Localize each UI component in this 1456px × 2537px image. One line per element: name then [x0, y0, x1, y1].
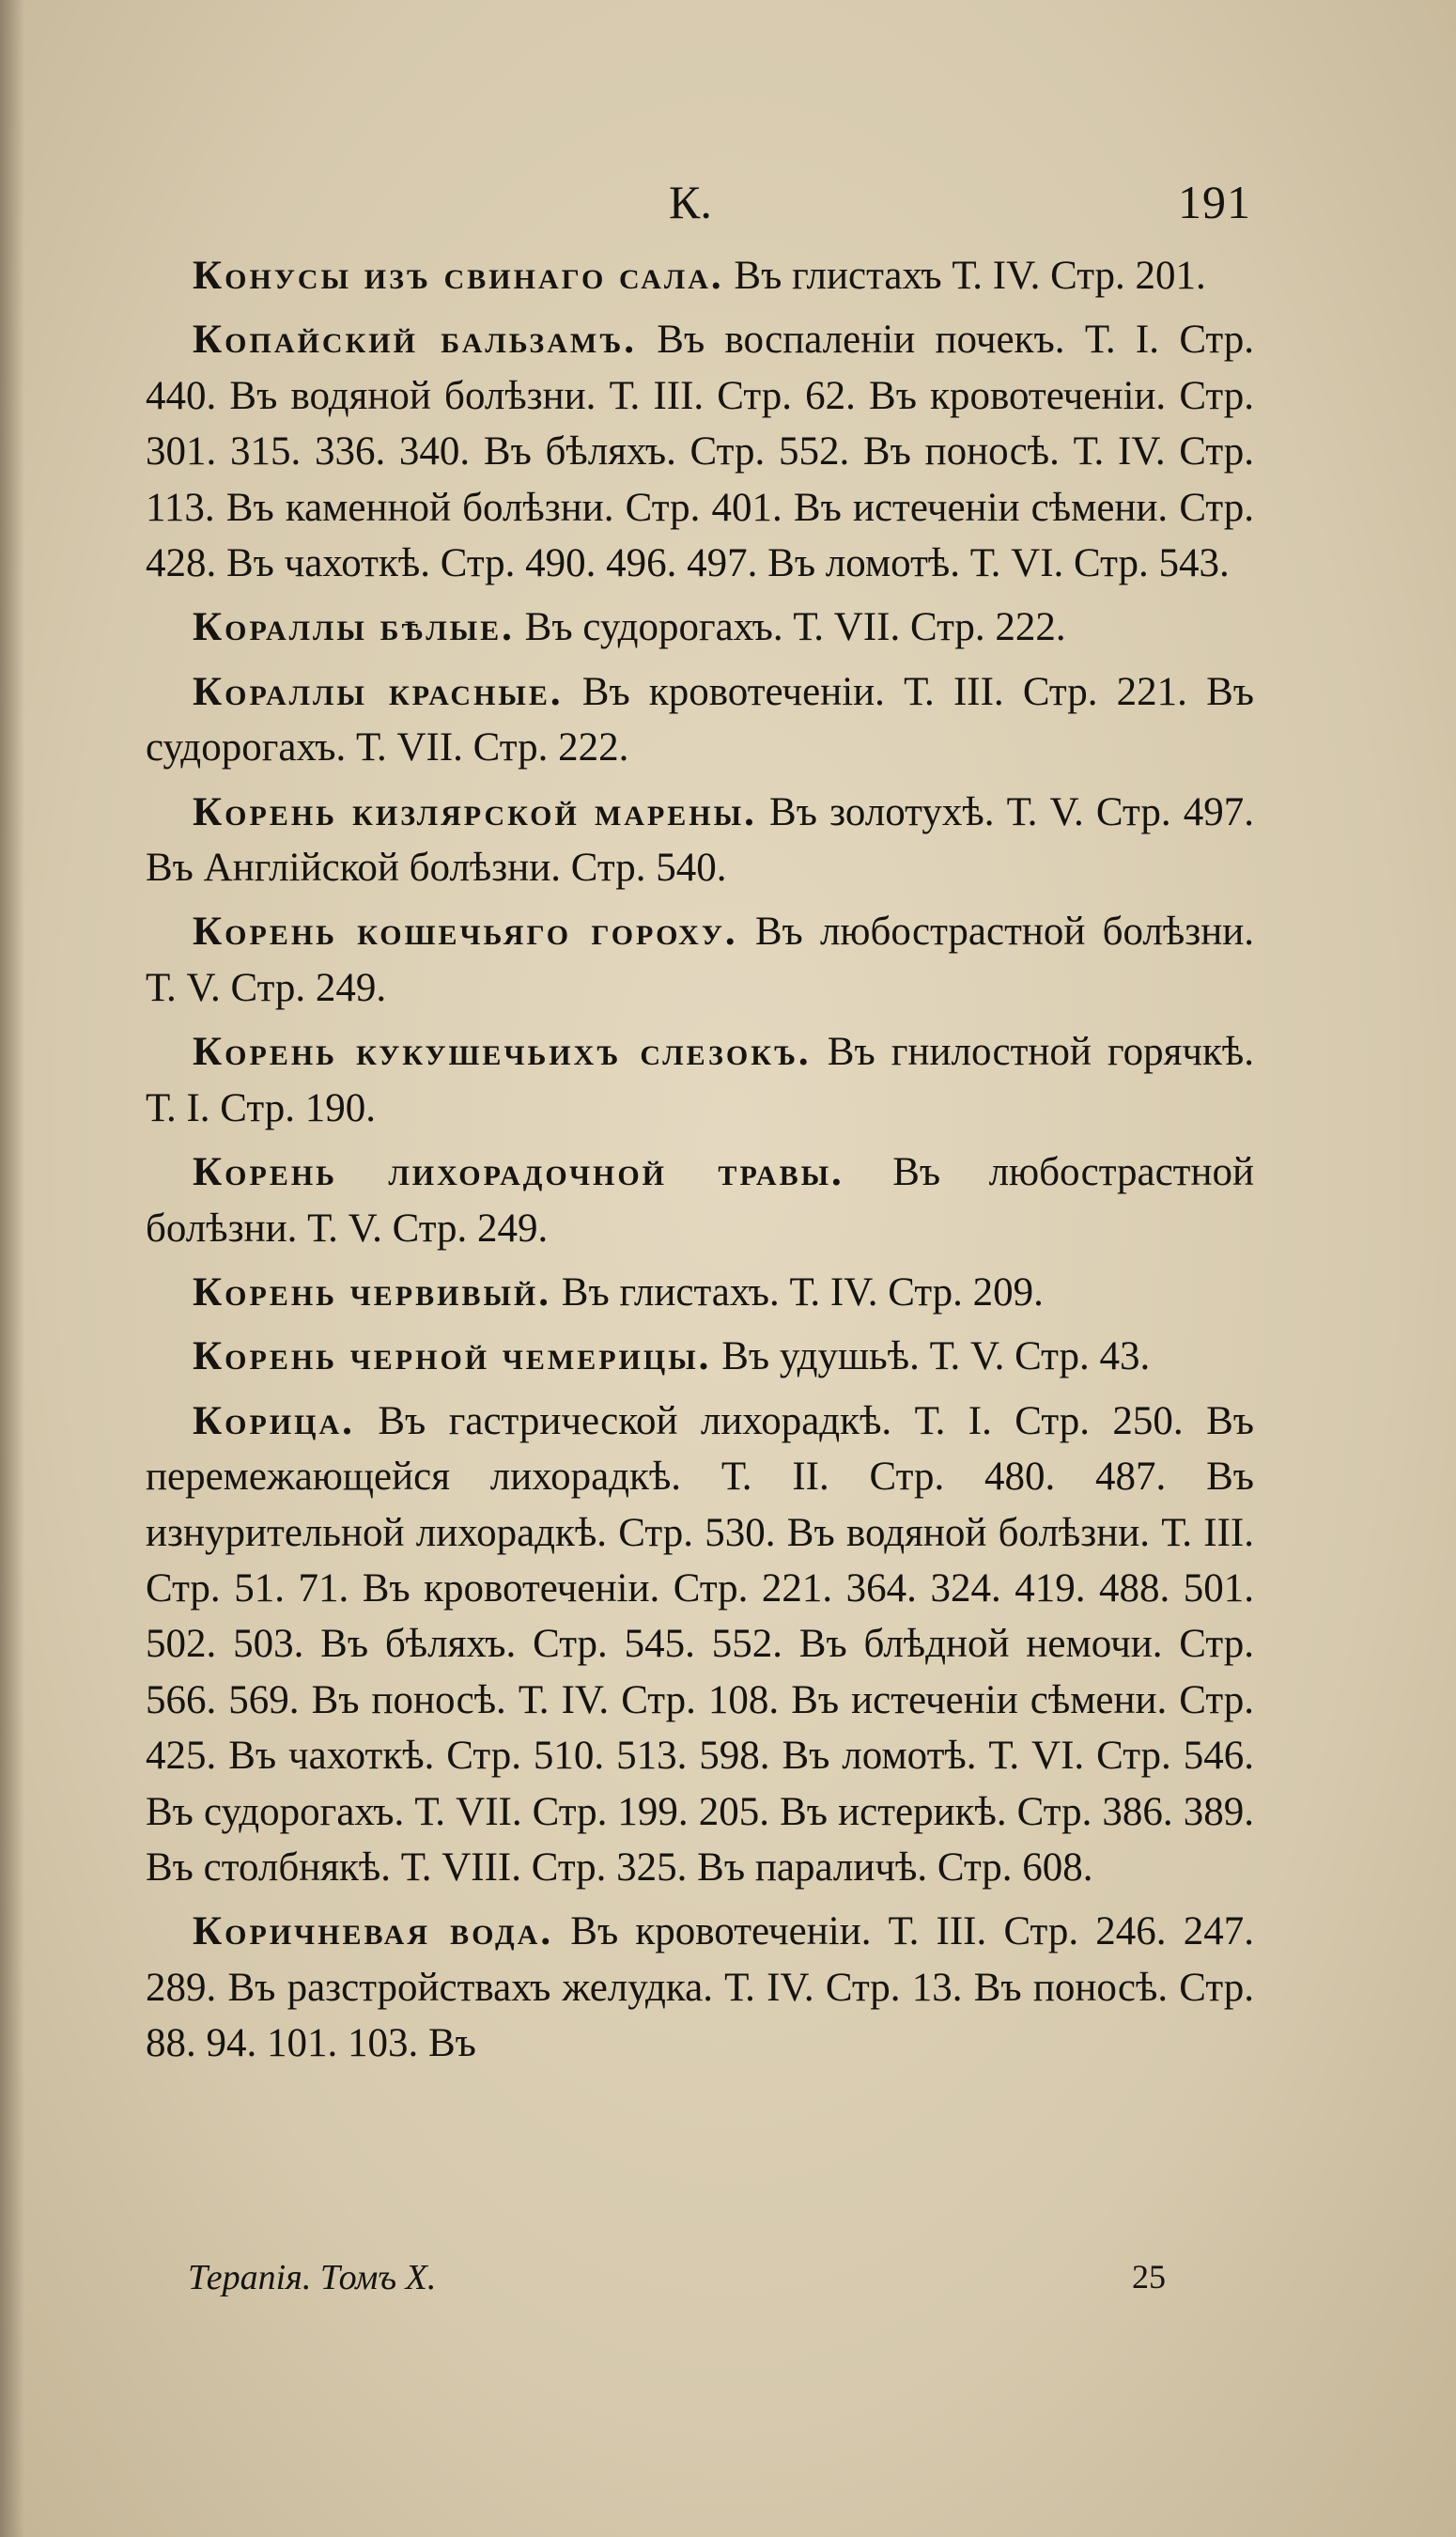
- index-entry: [146, 1024, 1254, 1136]
- entry-headword: Корень черной чемерицы.: [193, 1334, 712, 1379]
- entry-headword: Коричневая вода.: [193, 1909, 554, 1954]
- page-edge-shadow: [0, 0, 24, 2537]
- entry-headword: Корень лихорадочной травы.: [193, 1150, 844, 1195]
- index-entry: [146, 904, 1254, 1016]
- section-letter: К.: [669, 176, 712, 228]
- entry-references: Въ глистахъ. Т. IV. Стр. 209.: [551, 1269, 1044, 1315]
- index-entry: [146, 785, 1254, 896]
- entry-headword: Корица.: [193, 1398, 355, 1443]
- entry-references: Въ кровотеченіи. Т. III. Стр. 246. 247. 289. Въ разстройствахъ желудка. Т. IV. Стр. 13. Въ поносѣ. Стр. 88. 94. 101. 103. Въ: [146, 1909, 1254, 2066]
- entry-headword: Корень червивый.: [193, 1269, 552, 1315]
- volume-signature: Терапія. Томъ X.: [188, 2258, 437, 2297]
- index-entry: [146, 1265, 1254, 1320]
- entry-headword: Корень кукушечьихъ слезокъ.: [193, 1030, 812, 1075]
- entry-headword: Корень кизлярской марены.: [193, 789, 757, 834]
- index-entry: [146, 664, 1254, 776]
- entry-headword: Кораллы бѣлые.: [193, 605, 515, 650]
- entry-references: Въ кровотеченіи. Т. III. Стр. 221. Въ судорогахъ. Т. VII. Стр. 222.: [146, 669, 1254, 770]
- entry-references: Въ любострастной болѣзни. Т. V. Стр. 249.: [146, 1150, 1254, 1251]
- entry-references: Въ любострастной болѣзни. Т. V. Стр. 249.: [146, 910, 1254, 1010]
- index-entry: [146, 1144, 1254, 1256]
- index-entry: [146, 1393, 1254, 1896]
- entry-references: Въ воспаленіи почекъ. Т. I. Стр. 440. Въ водяной болѣзни. Т. III. Стр. 62. Въ кровотеченіи. Стр. 301. 315. 336. 340. Въ бѣляхъ. Стр. 552. Въ поносѣ. Т. IV. Стр. 113. Въ каменной болѣзни. Стр. 401. Въ истеченіи сѣмени. Стр. 428. Въ чахоткѣ. Стр. 490. 496. 497. Въ ломотѣ. Т. VI. Стр. 543.: [146, 318, 1254, 586]
- entry-headword: Корень кошечьяго гороху.: [193, 910, 738, 955]
- index-entry: [146, 599, 1254, 655]
- index-body: [146, 248, 1254, 2080]
- entry-headword: Кораллы красные.: [193, 669, 564, 714]
- entry-references: Въ золотухѣ. Т. V. Стр. 497. Въ Англійской болѣзни. Стр. 540.: [146, 789, 1254, 891]
- entry-references: Въ гастрической лихорадкѣ. Т. I. Стр. 250. Въ перемежающейся лихорадкѣ. Т. II. Стр. 480. 487. Въ изнурительной лихорадкѣ. Стр. 530. Въ водяной болѣзни. Т. III. Стр. 51. 71. Въ кровотеченіи. Стр. 221. 364. 324. 419. 488. 501. 502. 503. Въ бѣляхъ. Стр. 545. 552. Въ блѣдной немочи. Стр. 566. 569. Въ поносѣ. Т. IV. Стр. 108. Въ истеченіи сѣмени. Стр. 425. Въ чахоткѣ. Стр. 510. 513. 598. Въ ломотѣ. Т. VI. Стр. 546. Въ судорогахъ. Т. VII. Стр. 199. 205. Въ истерикѣ. Стр. 386. 389. Въ столбнякѣ. Т. VIII. Стр. 325. Въ параличѣ. Стр. 608.: [146, 1398, 1254, 1890]
- entry-references: Въ гнилостной горячкѣ. Т. I. Стр. 190.: [146, 1030, 1255, 1130]
- entry-headword: Копайский бальзамъ.: [193, 318, 637, 363]
- page-header: [0, 175, 1456, 231]
- sheet-number: 25: [1132, 2258, 1166, 2296]
- index-entry: [146, 312, 1254, 591]
- entry-headword: Конусы изъ свинаго сала.: [193, 254, 724, 298]
- entry-references: Въ глистахъ Т. IV. Стр. 201.: [723, 254, 1206, 298]
- index-entry: [146, 1904, 1254, 2071]
- page-number: 191: [1178, 176, 1251, 228]
- index-entry: [146, 248, 1254, 304]
- entry-references: Въ удушьѣ. Т. V. Стр. 43.: [711, 1334, 1151, 1379]
- entry-references: Въ судорогахъ. Т. VII. Стр. 222.: [514, 605, 1066, 650]
- index-entry: [146, 1329, 1254, 1384]
